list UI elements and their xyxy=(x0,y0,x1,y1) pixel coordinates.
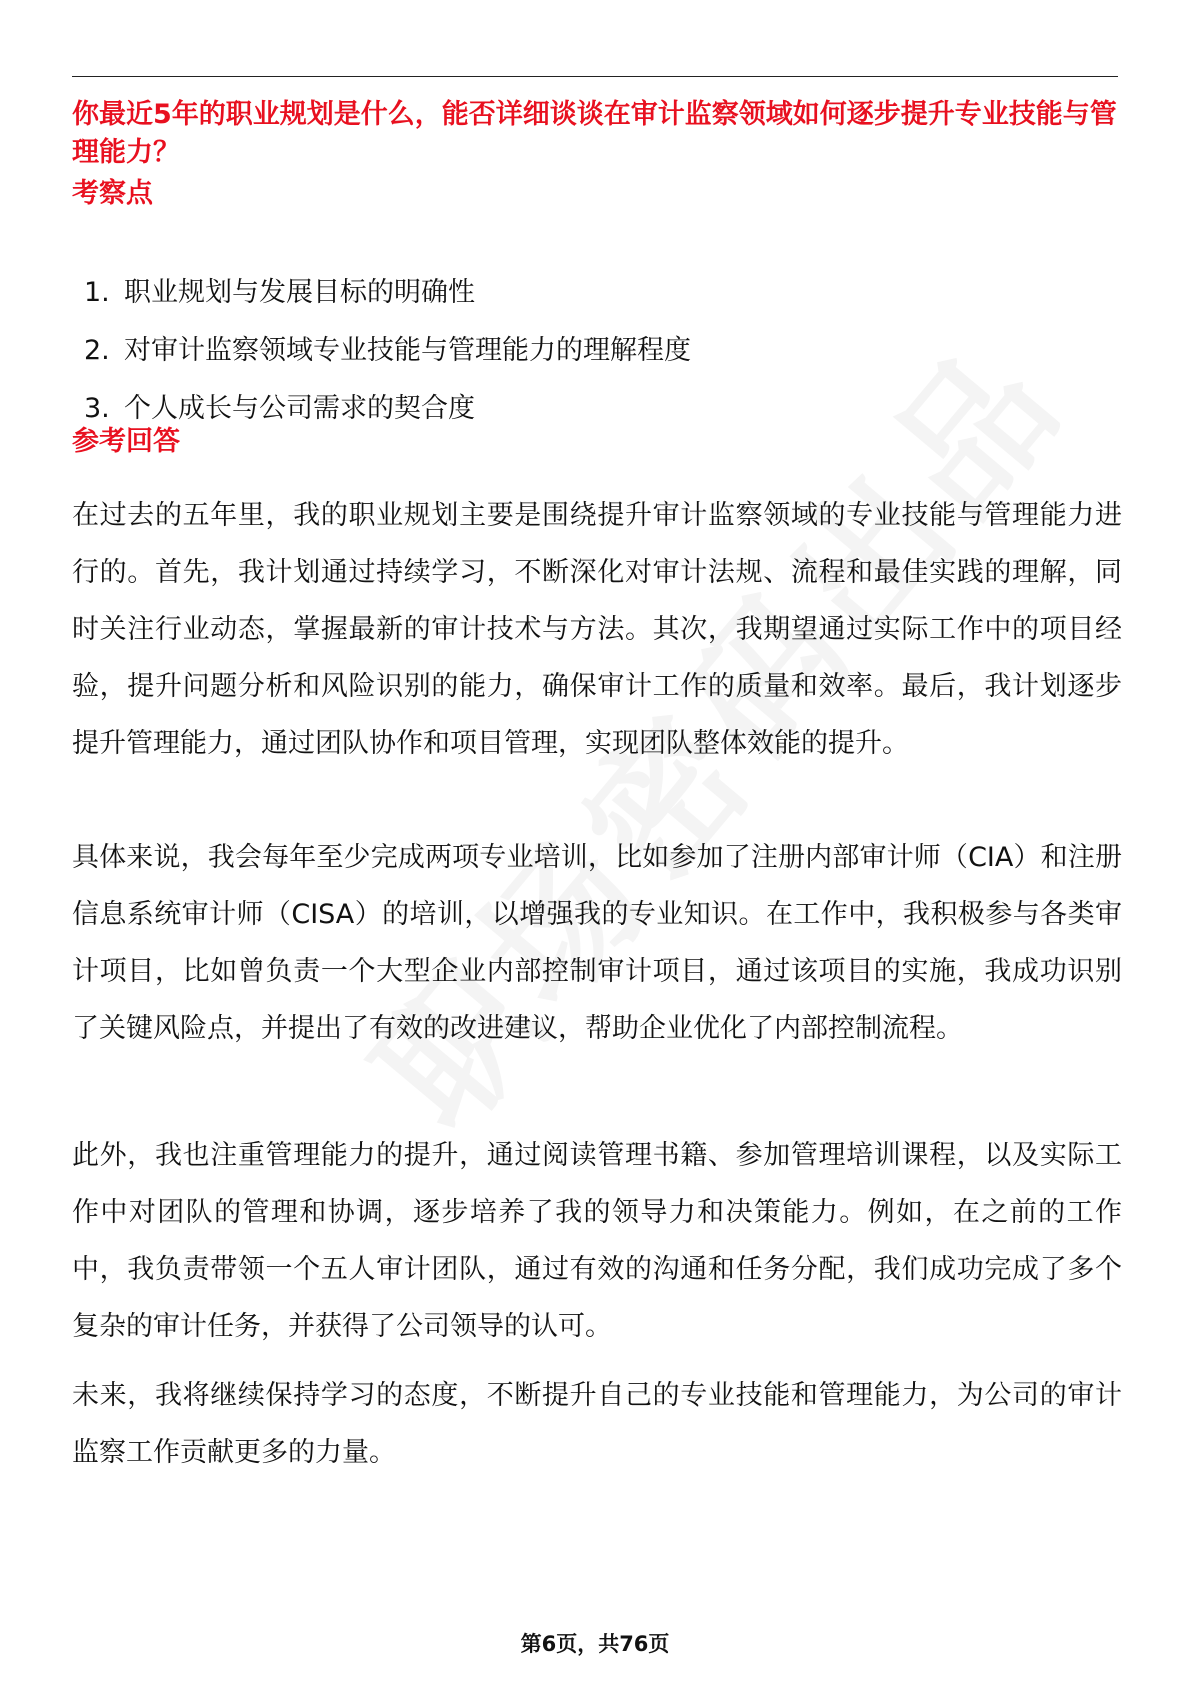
answer-paragraph: 在过去的五年里，我的职业规划主要是围绕提升审计监察领域的专业技能与管理能力进行的。首先，我计划通过持续学习，不断深化对审计法规、流程和最佳实践的理解，同时关注行业动态，掌握最新的审计技术与方法。其次，我期望通过实际工作中的项目经验，提升问题分析和风险识别的能力，确保审计工作的质量和效率。最后，我计划逐步提升管理能力，通过团队协作和项目管理，实现团队整体效能的提升。 xyxy=(72,500,1122,759)
list-item-number: 1. xyxy=(84,277,110,308)
list-item-text: 对审计监察领域专业技能与管理能力的理解程度 xyxy=(124,335,691,366)
answer-paragraph: 此外，我也注重管理能力的提升，通过阅读管理书籍、参加管理培训课程，以及实际工作中对团队的管理和协调，逐步培养了我的领导力和决策能力。例如，在之前的工作中，我负责带领一个五人审计团队，通过有效的沟通和任务分配，我们成功完成了多个复杂的审计任务，并获得了公司领导的认可。 xyxy=(72,1140,1122,1342)
list-item xyxy=(84,380,1084,438)
answer-section-title: 参考回答 xyxy=(72,426,180,457)
list-item xyxy=(84,264,1084,322)
answer-paragraph: 具体来说，我会每年至少完成两项专业培训，比如参加了注册内部审计师（CIA）和注册信息系统审计师（CISA）的培训，以增强我的专业知识。在工作中，我积极参与各类审计项目，比如曾负责一个大型企业内部控制审计项目，通过该项目的实施，我成功识别了关键风险点，并提出了有效的改进建议，帮助企业优化了内部控制流程。 xyxy=(72,842,1122,1044)
list-item-text: 个人成长与公司需求的契合度 xyxy=(124,393,475,424)
list-item xyxy=(84,322,1084,380)
top-divider xyxy=(72,76,1118,77)
list-item-number: 2. xyxy=(84,335,110,366)
question-heading: 你最近5年的职业规划是什么，能否详细谈谈在审计监察领域如何逐步提升专业技能与管理能力？ xyxy=(72,99,1117,168)
list-item-number: 3. xyxy=(84,393,110,424)
page-number-footer: 第6页，共76页 xyxy=(520,1632,670,1656)
answer-paragraph: 未来，我将继续保持学习的态度，不断提升自己的专业技能和管理能力，为公司的审计监察工作贡献更多的力量。 xyxy=(72,1380,1122,1468)
assessment-section-title: 考察点 xyxy=(72,178,153,209)
assessment-points-list xyxy=(84,264,1084,438)
list-item-text: 职业规划与发展目标的明确性 xyxy=(124,277,475,308)
